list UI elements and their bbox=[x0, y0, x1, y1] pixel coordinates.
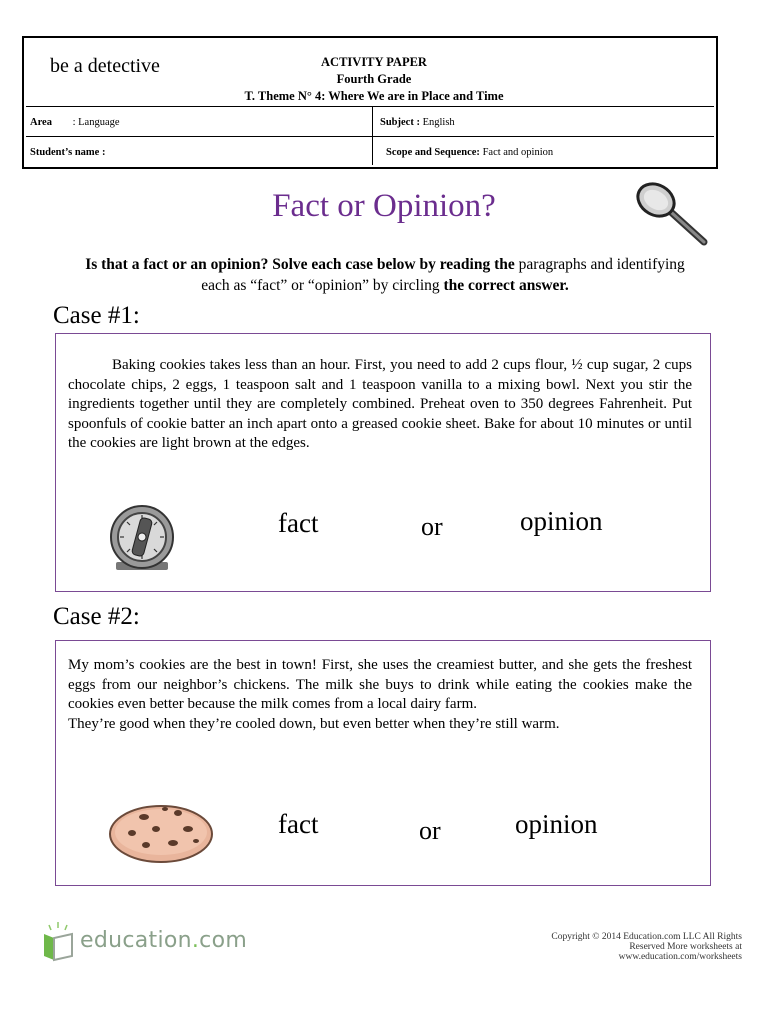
case-1-fact-option[interactable]: fact bbox=[278, 508, 319, 538]
instructions-text: paragraphs and identifying each as “fact” or “opinion” by circling bbox=[201, 256, 685, 294]
header-divider bbox=[26, 106, 714, 107]
instructions-bold-1: Is that a fact or an opinion? Solve each case below by reading the bbox=[85, 256, 515, 273]
magnifying-glass-icon bbox=[632, 180, 712, 250]
copyright-line-1: Copyright © 2014 Education.com LLC All Rights bbox=[551, 932, 742, 942]
case-2-fact-option[interactable]: fact bbox=[278, 809, 319, 839]
case-2-paragraph-2: They’re good when they’re cooled down, but even better when they’re still warm. bbox=[68, 715, 560, 732]
paper-title: ACTIVITY PAPER bbox=[321, 55, 427, 69]
case-1-paragraph: Baking cookies takes less than an hour. First, you need to add 2 cups flour, ½ cup sugar, 2 cups chocolate chips, 2 eggs, 1 teaspoon salt and 1 teaspoon vanilla to a mixing bowl. Next you stir the ingredients together until they are completely combined. Preheat oven to 350 degrees Fahrenheit. Put spoonfuls of cookie batter an inch apart onto a greased cookie sheet. Bake for about 10 minutes or until the cookies are light brown at the edges. bbox=[68, 357, 692, 451]
cookie-icon bbox=[108, 799, 214, 865]
scope-value: Fact and opinion bbox=[482, 147, 554, 158]
instructions bbox=[70, 254, 700, 296]
subject-cell bbox=[380, 117, 455, 128]
copyright-line-3[interactable]: www.education.com/worksheets bbox=[618, 952, 742, 962]
case-2-paragraph: My mom’s cookies are the best in town! First, she uses the creamiest butter, and she gets the freshest eggs from our neighbor’s chickens. The milk she buys to drink while eating the cookies make the cookies even better because the milk comes from a local dairy farm. bbox=[68, 657, 692, 712]
copyright-line-2: Reserved More worksheets at bbox=[629, 942, 742, 952]
case-1-heading: Case #1: bbox=[53, 302, 140, 329]
case-2-paragraph-block bbox=[68, 656, 692, 734]
case-2-heading: Case #2: bbox=[53, 603, 140, 630]
instructions-bold-2: the correct answer. bbox=[443, 277, 569, 294]
header-center bbox=[214, 54, 534, 105]
worksheet-label: be a detective bbox=[50, 55, 160, 77]
logo-dot: . bbox=[191, 928, 200, 953]
student-name-cell[interactable] bbox=[30, 147, 105, 158]
logo-main-text: education bbox=[80, 928, 192, 953]
case-2-opinion-option[interactable]: opinion bbox=[515, 809, 598, 839]
case-2-or-label: or bbox=[419, 816, 441, 845]
page-title: Fact or Opinion? bbox=[272, 188, 496, 224]
case-1-or-label: or bbox=[421, 512, 443, 541]
area-cell bbox=[30, 117, 120, 128]
grade-label: Fourth Grade bbox=[336, 72, 412, 86]
case-1-box bbox=[55, 333, 711, 592]
subject-label: Subject : bbox=[380, 117, 420, 128]
header-table bbox=[22, 36, 718, 169]
header-column-divider bbox=[372, 107, 373, 165]
subject-value: English bbox=[422, 117, 455, 128]
area-value: : Language bbox=[72, 117, 120, 128]
scope-label: Scope and Sequence: bbox=[386, 147, 480, 158]
case-1-opinion-option[interactable]: opinion bbox=[520, 506, 603, 536]
student-name-label: Student’s name : bbox=[30, 147, 106, 158]
header-divider bbox=[26, 136, 714, 137]
education-logo-text[interactable] bbox=[80, 928, 247, 953]
copyright-notice bbox=[512, 932, 742, 962]
logo-tld: com bbox=[199, 928, 248, 953]
education-logo-icon bbox=[38, 920, 78, 964]
case-2-box bbox=[55, 640, 711, 886]
kitchen-timer-icon bbox=[108, 504, 178, 574]
theme-label: T. Theme N° 4: Where We are in Place and Time bbox=[244, 89, 504, 103]
area-label: Area bbox=[30, 117, 52, 128]
scope-cell bbox=[386, 147, 553, 158]
